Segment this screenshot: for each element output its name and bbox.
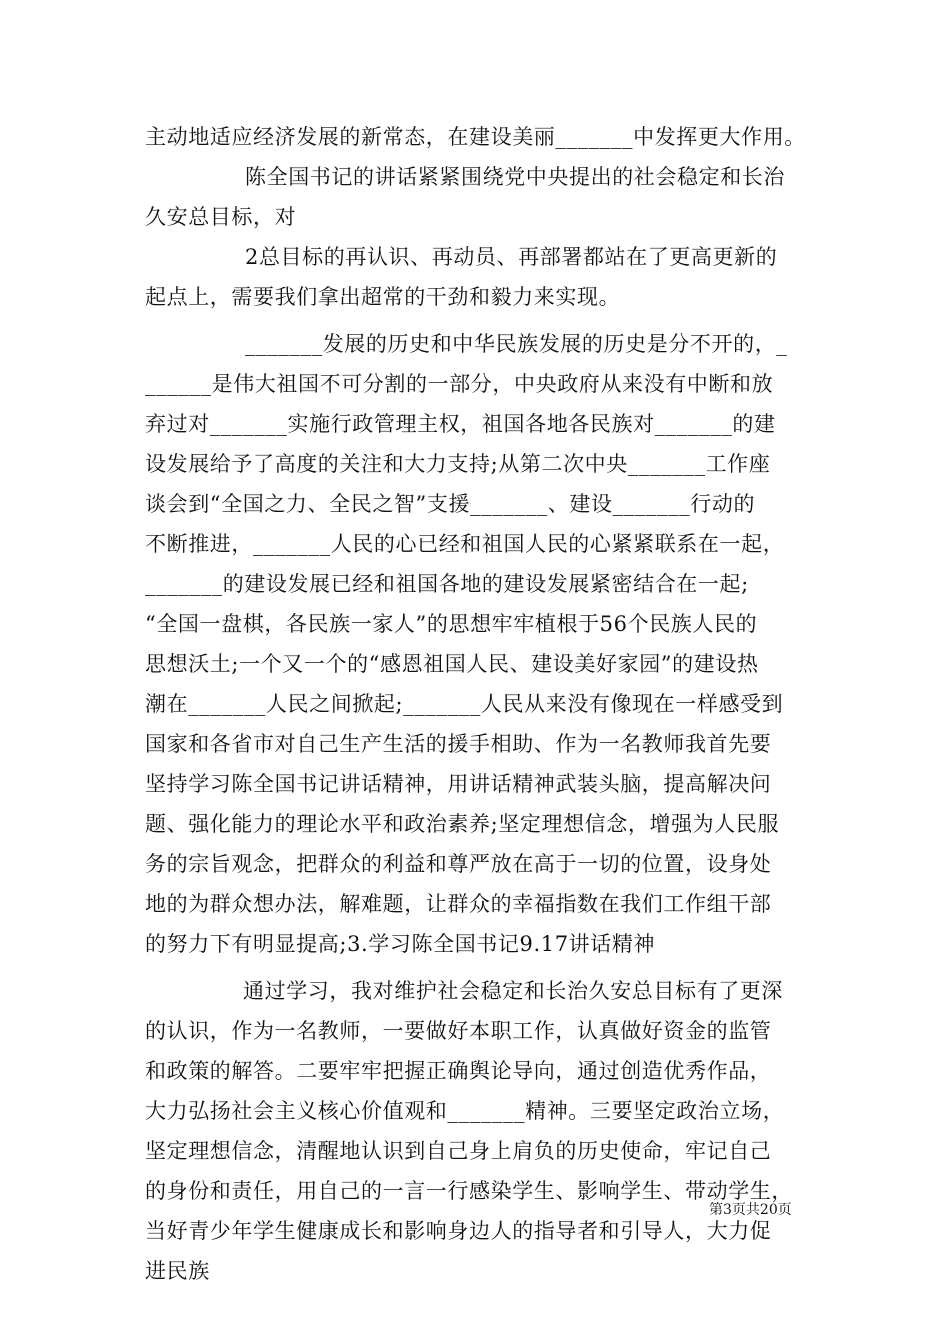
text-line: 不断推进，_______人民的心已经和祖国人民的心紧紧联系在一起， bbox=[145, 532, 785, 556]
text-line: 久安总目标，对 bbox=[145, 205, 297, 229]
text-line: 的努力下有明显提高;3.学习陈全国书记9.17讲话精神 bbox=[145, 932, 656, 956]
text-line: 国家和各省市对自己生产生活的援手相助、作为一名教师我首先要 bbox=[145, 732, 772, 756]
text-line: “全国一盘棋，各民族一家人”的思想牢牢植根于56个民族人民的 bbox=[145, 612, 758, 636]
text-line: 主动地适应经济发展的新常态，在建设美丽_______中发挥更大作用。 bbox=[145, 125, 806, 149]
text-line: 题、强化能力的理论水平和政治素养;坚定理想信念，增强为人民服 bbox=[145, 812, 780, 836]
text-line: 潮在_______人民之间掀起;_______人民从来没有像现在一样感受到 bbox=[145, 692, 784, 716]
text-line: _______的建设发展已经和祖国各地的建设发展紧密结合在一起; bbox=[145, 572, 749, 596]
text-line: 进民族 bbox=[145, 1259, 210, 1283]
text-line: 陈全国书记的讲话紧紧围绕党中央提出的社会稳定和长治 bbox=[245, 165, 785, 189]
paragraph bbox=[145, 237, 813, 317]
text-line: 通过学习，我对维护社会稳定和长治久安总目标有了更深 bbox=[243, 979, 783, 1003]
text-line: 的身份和责任，用自己的一言一行感染学生、影响学生、带动学生， bbox=[145, 1179, 793, 1203]
text-line: 的认识，作为一名教师，一要做好本职工作，认真做好资金的监管 bbox=[145, 1019, 772, 1043]
text-line: 弃过对_______实施行政管理主权，祖国各地各民族对_______的建 bbox=[145, 412, 776, 436]
text-line: 设发展给予了高度的关注和大力支持;从第二次中央_______工作座 bbox=[145, 452, 771, 476]
paragraph bbox=[145, 117, 813, 157]
text-line: ______是伟大祖国不可分割的一部分，中央政府从来没有中断和放 bbox=[145, 372, 774, 396]
document-body bbox=[145, 117, 813, 1291]
page-number-footer: 第3页共20页 bbox=[709, 1202, 792, 1218]
paragraph bbox=[145, 971, 813, 1291]
text-line: 思想沃土;一个又一个的“感恩祖国人民、建设美好家园”的建设热 bbox=[145, 652, 759, 676]
text-line: 当好青少年学生健康成长和影响身边人的指导者和引导人，大力促 bbox=[145, 1219, 772, 1243]
text-line: 坚定理想信念，清醒地认识到自己身上肩负的历史使命，牢记自己 bbox=[145, 1139, 772, 1163]
text-line: 务的宗旨观念，把群众的利益和尊严放在高于一切的位置，设身处 bbox=[145, 852, 772, 876]
paragraph bbox=[145, 324, 813, 964]
paragraph bbox=[145, 157, 813, 237]
text-line: 大力弘扬社会主义核心价值观和_______精神。三要坚定政治立场， bbox=[145, 1099, 785, 1123]
text-line: 和政策的解答。二要牢牢把握正确舆论导向，通过创造优秀作品， bbox=[145, 1059, 772, 1083]
text-line: 地的为群众想办法，解难题，让群众的幸福指数在我们工作组干部 bbox=[145, 892, 772, 916]
text-line: _______发展的历史和中华民族发展的历史是分不开的，_ bbox=[245, 332, 788, 356]
text-line: 起点上，需要我们拿出超常的干劲和毅力来实现。 bbox=[145, 285, 621, 309]
text-line: 2总目标的再认识、再动员、再部署都站在了更高更新的 bbox=[245, 245, 778, 269]
text-line: 谈会到“全国之力、全民之智”支援_______、建设_______行动的 bbox=[145, 492, 756, 516]
text-line: 坚持学习陈全国书记讲话精神，用讲话精神武装头脑，提高解决问 bbox=[145, 772, 772, 796]
